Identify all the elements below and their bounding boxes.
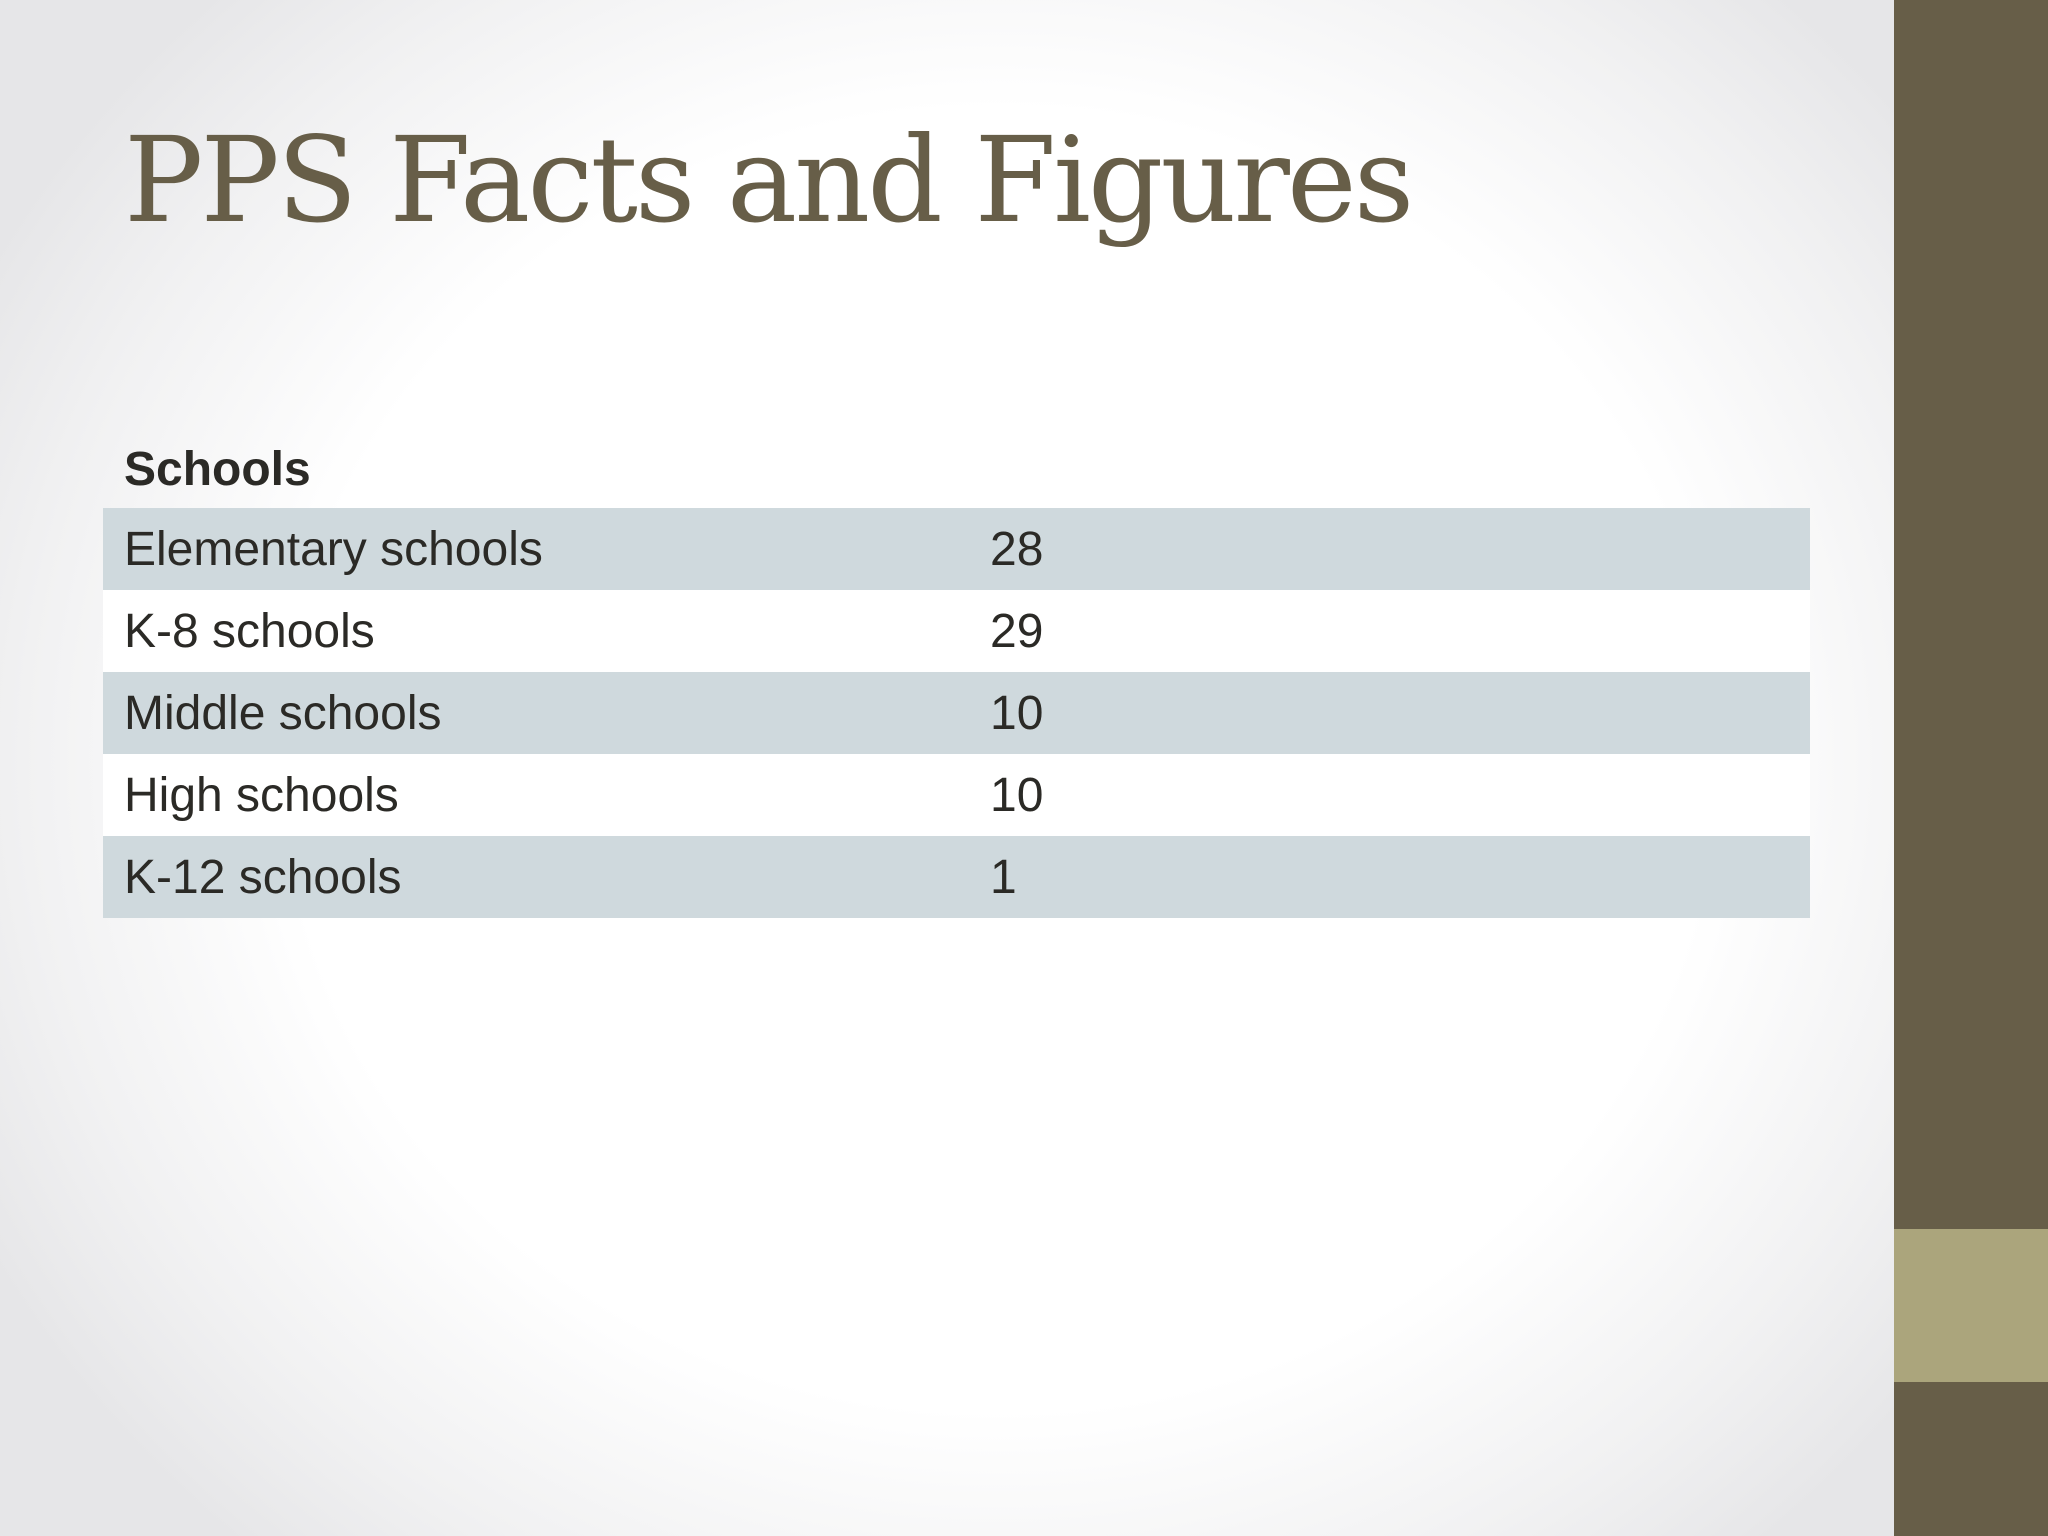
row-value: 10 (990, 768, 1044, 822)
row-value: 10 (990, 686, 1044, 740)
table-row (103, 672, 1810, 754)
row-value: 1 (990, 850, 1017, 904)
table-row (103, 754, 1810, 836)
row-label: High schools (124, 768, 399, 822)
slide-title: PPS Facts and Figures (124, 111, 1412, 249)
row-label: Middle schools (124, 686, 442, 740)
row-value: 29 (990, 604, 1044, 658)
table-header-empty (969, 430, 1810, 508)
row-label: K-8 schools (124, 604, 375, 658)
table-header-schools: Schools (124, 442, 311, 496)
schools-table-container (103, 430, 1810, 918)
side-accent-block (1894, 1229, 2048, 1382)
row-label: K-12 schools (124, 850, 402, 904)
table-row (103, 590, 1810, 672)
table-header-row (103, 430, 1810, 508)
table-row (103, 508, 1810, 590)
schools-table (103, 430, 1810, 918)
table-row (103, 836, 1810, 918)
row-label: Elementary schools (124, 522, 543, 576)
row-value: 28 (990, 522, 1044, 576)
